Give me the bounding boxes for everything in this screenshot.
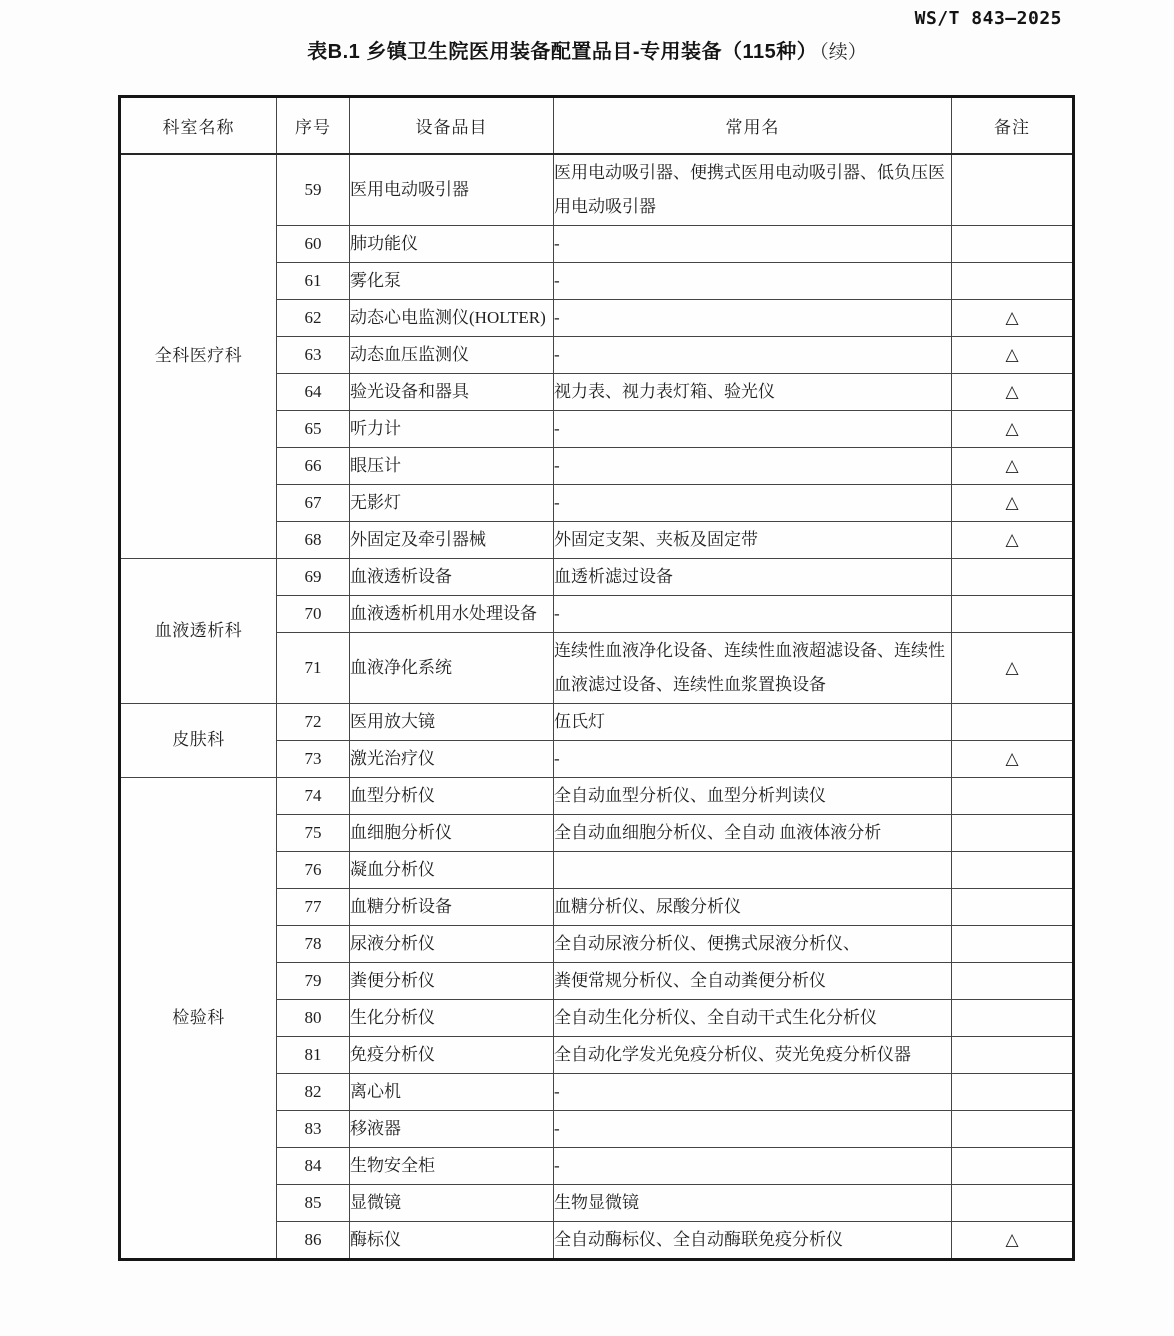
item-cell: 动态心电监测仪(HOLTER) bbox=[350, 299, 554, 336]
row-number-cell: 72 bbox=[277, 703, 350, 740]
item-cell: 肺功能仪 bbox=[350, 225, 554, 262]
common-name-cell: - bbox=[554, 299, 952, 336]
department-cell: 检验科 bbox=[120, 777, 277, 1259]
common-name-cell: 全自动尿液分析仪、便携式尿液分析仪、 bbox=[554, 925, 952, 962]
header-row bbox=[120, 97, 1074, 154]
row-number-cell: 68 bbox=[277, 521, 350, 558]
row-number-cell: 86 bbox=[277, 1221, 350, 1259]
item-cell: 雾化泵 bbox=[350, 262, 554, 299]
item-cell: 血液透析设备 bbox=[350, 558, 554, 595]
remark-cell: △ bbox=[952, 632, 1074, 703]
department-cell: 皮肤科 bbox=[120, 703, 277, 777]
table-title-main: 表B.1 乡镇卫生院医用装备配置品目-专用装备（115种） bbox=[307, 41, 818, 63]
common-name-cell: 全自动生化分析仪、全自动干式生化分析仪 bbox=[554, 999, 952, 1036]
remark-cell bbox=[952, 558, 1074, 595]
remark-cell bbox=[952, 888, 1074, 925]
item-cell: 生物安全柜 bbox=[350, 1147, 554, 1184]
common-name-cell: - bbox=[554, 1073, 952, 1110]
row-number-cell: 67 bbox=[277, 484, 350, 521]
common-name-cell: - bbox=[554, 225, 952, 262]
item-cell: 激光治疗仪 bbox=[350, 740, 554, 777]
row-number-cell: 76 bbox=[277, 851, 350, 888]
remark-cell bbox=[952, 777, 1074, 814]
remark-cell bbox=[952, 1184, 1074, 1221]
row-number-cell: 82 bbox=[277, 1073, 350, 1110]
item-cell: 血细胞分析仪 bbox=[350, 814, 554, 851]
common-name-cell: 连续性血液净化设备、连续性血液超滤设备、连续性血液滤过设备、连续性血浆置换设备 bbox=[554, 632, 952, 703]
row-number-cell: 59 bbox=[277, 154, 350, 226]
common-name-cell: 生物显微镜 bbox=[554, 1184, 952, 1221]
common-name-cell: - bbox=[554, 1147, 952, 1184]
item-cell: 酶标仪 bbox=[350, 1221, 554, 1259]
common-name-cell: 血糖分析仪、尿酸分析仪 bbox=[554, 888, 952, 925]
remark-cell bbox=[952, 925, 1074, 962]
common-name-cell bbox=[554, 851, 952, 888]
remark-cell bbox=[952, 262, 1074, 299]
common-name-cell: - bbox=[554, 262, 952, 299]
common-name-cell: 医用电动吸引器、便携式医用电动吸引器、低负压医用电动吸引器 bbox=[554, 154, 952, 226]
remark-cell bbox=[952, 962, 1074, 999]
remark-cell bbox=[952, 1036, 1074, 1073]
row-number-cell: 64 bbox=[277, 373, 350, 410]
item-cell: 外固定及牵引器械 bbox=[350, 521, 554, 558]
remark-cell: △ bbox=[952, 740, 1074, 777]
table-row bbox=[120, 558, 1074, 595]
remark-cell: △ bbox=[952, 336, 1074, 373]
row-number-cell: 71 bbox=[277, 632, 350, 703]
remark-cell bbox=[952, 999, 1074, 1036]
remark-cell: △ bbox=[952, 447, 1074, 484]
department-cell: 血液透析科 bbox=[120, 558, 277, 703]
remark-cell: △ bbox=[952, 299, 1074, 336]
common-name-cell: 视力表、视力表灯箱、验光仪 bbox=[554, 373, 952, 410]
common-name-cell: - bbox=[554, 740, 952, 777]
department-cell: 全科医疗科 bbox=[120, 154, 277, 559]
remark-cell: △ bbox=[952, 373, 1074, 410]
row-number-cell: 83 bbox=[277, 1110, 350, 1147]
item-cell: 无影灯 bbox=[350, 484, 554, 521]
row-number-cell: 62 bbox=[277, 299, 350, 336]
remark-cell bbox=[952, 154, 1074, 226]
row-number-cell: 75 bbox=[277, 814, 350, 851]
remark-cell bbox=[952, 1073, 1074, 1110]
row-number-cell: 63 bbox=[277, 336, 350, 373]
item-cell: 粪便分析仪 bbox=[350, 962, 554, 999]
equipment-table bbox=[118, 95, 1075, 1261]
table-row bbox=[120, 703, 1074, 740]
row-number-cell: 69 bbox=[277, 558, 350, 595]
row-number-cell: 73 bbox=[277, 740, 350, 777]
common-name-cell: - bbox=[554, 410, 952, 447]
header-item: 设备品目 bbox=[350, 97, 554, 154]
item-cell: 尿液分析仪 bbox=[350, 925, 554, 962]
item-cell: 移液器 bbox=[350, 1110, 554, 1147]
common-name-cell: 全自动化学发光免疫分析仪、荧光免疫分析仪器 bbox=[554, 1036, 952, 1073]
table-title bbox=[0, 35, 1174, 64]
row-number-cell: 66 bbox=[277, 447, 350, 484]
standard-number: WS/T 843—2025 bbox=[914, 8, 1062, 29]
item-cell: 生化分析仪 bbox=[350, 999, 554, 1036]
item-cell: 听力计 bbox=[350, 410, 554, 447]
item-cell: 血型分析仪 bbox=[350, 777, 554, 814]
row-number-cell: 80 bbox=[277, 999, 350, 1036]
item-cell: 血液净化系统 bbox=[350, 632, 554, 703]
remark-cell: △ bbox=[952, 484, 1074, 521]
table-row bbox=[120, 777, 1074, 814]
row-number-cell: 60 bbox=[277, 225, 350, 262]
common-name-cell: - bbox=[554, 336, 952, 373]
row-number-cell: 77 bbox=[277, 888, 350, 925]
item-cell: 眼压计 bbox=[350, 447, 554, 484]
row-number-cell: 79 bbox=[277, 962, 350, 999]
common-name-cell: - bbox=[554, 484, 952, 521]
table-title-suffix: （续） bbox=[819, 42, 867, 63]
row-number-cell: 74 bbox=[277, 777, 350, 814]
common-name-cell: 全自动血型分析仪、血型分析判读仪 bbox=[554, 777, 952, 814]
item-cell: 显微镜 bbox=[350, 1184, 554, 1221]
item-cell: 血糖分析设备 bbox=[350, 888, 554, 925]
remark-cell: △ bbox=[952, 1221, 1074, 1259]
item-cell: 医用电动吸引器 bbox=[350, 154, 554, 226]
row-number-cell: 61 bbox=[277, 262, 350, 299]
remark-cell bbox=[952, 703, 1074, 740]
common-name-cell: 全自动血细胞分析仪、全自动 血液体液分析 bbox=[554, 814, 952, 851]
item-cell: 血液透析机用水处理设备 bbox=[350, 595, 554, 632]
common-name-cell: 伍氏灯 bbox=[554, 703, 952, 740]
item-cell: 验光设备和器具 bbox=[350, 373, 554, 410]
remark-cell bbox=[952, 1147, 1074, 1184]
row-number-cell: 70 bbox=[277, 595, 350, 632]
row-number-cell: 65 bbox=[277, 410, 350, 447]
row-number-cell: 84 bbox=[277, 1147, 350, 1184]
remark-cell bbox=[952, 595, 1074, 632]
row-number-cell: 78 bbox=[277, 925, 350, 962]
item-cell: 离心机 bbox=[350, 1073, 554, 1110]
common-name-cell: 外固定支架、夹板及固定带 bbox=[554, 521, 952, 558]
common-name-cell: - bbox=[554, 1110, 952, 1147]
common-name-cell: 血透析滤过设备 bbox=[554, 558, 952, 595]
header-department: 科室名称 bbox=[120, 97, 277, 154]
common-name-cell: - bbox=[554, 595, 952, 632]
table-row bbox=[120, 154, 1074, 226]
item-cell: 凝血分析仪 bbox=[350, 851, 554, 888]
header-remark: 备注 bbox=[952, 97, 1074, 154]
remark-cell: △ bbox=[952, 410, 1074, 447]
row-number-cell: 85 bbox=[277, 1184, 350, 1221]
item-cell: 动态血压监测仪 bbox=[350, 336, 554, 373]
common-name-cell: - bbox=[554, 447, 952, 484]
header-number: 序号 bbox=[277, 97, 350, 154]
remark-cell: △ bbox=[952, 521, 1074, 558]
common-name-cell: 粪便常规分析仪、全自动粪便分析仪 bbox=[554, 962, 952, 999]
header-common-name: 常用名 bbox=[554, 97, 952, 154]
common-name-cell: 全自动酶标仪、全自动酶联免疫分析仪 bbox=[554, 1221, 952, 1259]
remark-cell bbox=[952, 851, 1074, 888]
item-cell: 医用放大镜 bbox=[350, 703, 554, 740]
remark-cell bbox=[952, 1110, 1074, 1147]
remark-cell bbox=[952, 814, 1074, 851]
item-cell: 免疫分析仪 bbox=[350, 1036, 554, 1073]
row-number-cell: 81 bbox=[277, 1036, 350, 1073]
remark-cell bbox=[952, 225, 1074, 262]
